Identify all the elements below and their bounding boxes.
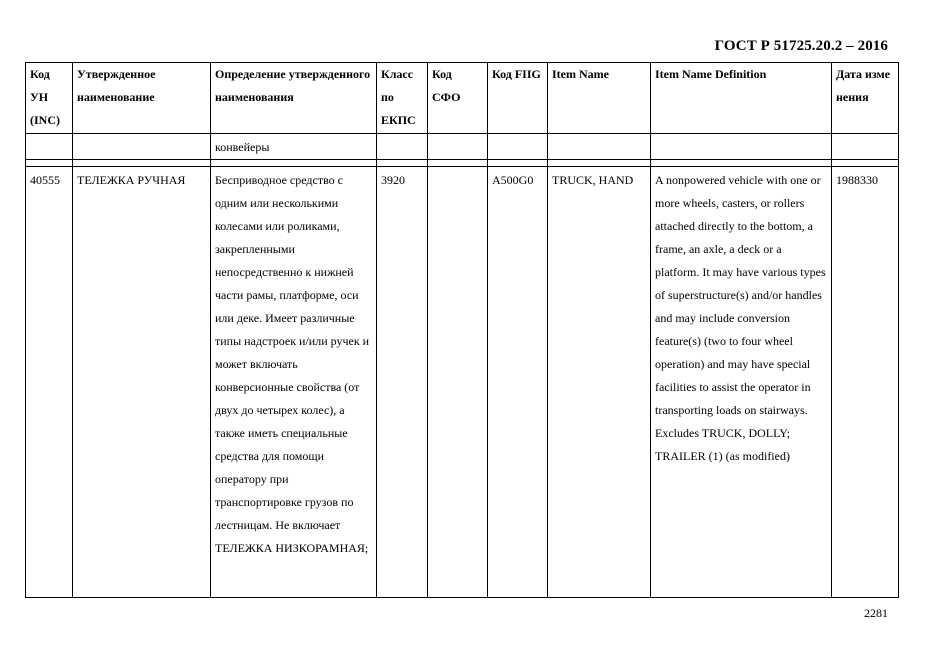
cell-definition: Бесприводное средство с одним или несколькими колесами или роликами, закрепленными непосредственно к нижней части рамы, платформе, оси или деке. Имеет различные типы надстроек и/или ручек и может включать конверсионные свойства (от двух до четырех колес), а также иметь специальные средства для помощи оператору при транспортировке грузов по лестницам. Не включает ТЕЛЕЖКА НИЗКОРАМНАЯ;	[211, 167, 377, 598]
header-sfo-code: Код СФО	[428, 63, 488, 134]
cell-spacer	[73, 160, 211, 167]
cell-approved-name: ТЕЛЕЖКА РУЧНАЯ	[73, 167, 211, 598]
header-definition: Определение утвержденного наименования	[211, 63, 377, 134]
cell-definition-continuation: конвейеры	[211, 134, 377, 160]
table-row-spacer	[26, 160, 899, 167]
header-fiig-code: Код FIIG	[488, 63, 548, 134]
cell-empty	[548, 134, 651, 160]
cell-item-name-definition: A nonpowered vehicle with one or more wheels, casters, or rollers attached directly to the bottom, a frame, an axle, a deck or a platform. It may have various types of superstructure(s) and/or handles and may include conversion feature(s) (two to four wheel operation) and may have special facilities to assist the operator in transporting loads on stairways. Excludes TRUCK, DOLLY; TRAILER (1) (as modified)	[651, 167, 832, 598]
header-approved-name: Утвержденное наименование	[73, 63, 211, 134]
cell-fiig-code: A500G0	[488, 167, 548, 598]
cell-spacer	[488, 160, 548, 167]
table-row-continuation	[26, 134, 899, 160]
header-inc: Код УН (INC)	[26, 63, 73, 134]
header-ekps-class: Класс по ЕКПС	[377, 63, 428, 134]
cell-sfo-code	[428, 167, 488, 598]
table-row	[26, 167, 899, 598]
standard-designation: ГОСТ Р 51725.20.2 – 2016	[714, 38, 888, 54]
cell-empty	[377, 134, 428, 160]
cell-spacer	[832, 160, 899, 167]
header-item-name-definition: Item Name Definition	[651, 63, 832, 134]
cell-item-name: TRUCK, HAND	[548, 167, 651, 598]
cell-spacer	[211, 160, 377, 167]
cell-spacer	[548, 160, 651, 167]
cell-spacer	[377, 160, 428, 167]
cell-empty	[488, 134, 548, 160]
cell-empty	[73, 134, 211, 160]
nomenclature-table	[25, 62, 899, 598]
cell-spacer	[651, 160, 832, 167]
cell-empty	[651, 134, 832, 160]
cell-ekps-class: 3920	[377, 167, 428, 598]
header-change-date: Дата изменения	[832, 63, 899, 134]
header-item-name: Item Name	[548, 63, 651, 134]
cell-spacer	[428, 160, 488, 167]
cell-spacer	[26, 160, 73, 167]
table-header-row	[26, 63, 899, 134]
cell-empty	[428, 134, 488, 160]
page-number: 2281	[864, 606, 888, 620]
cell-inc: 40555	[26, 167, 73, 598]
cell-empty	[26, 134, 73, 160]
cell-change-date: 1988330	[832, 167, 899, 598]
cell-empty	[832, 134, 899, 160]
